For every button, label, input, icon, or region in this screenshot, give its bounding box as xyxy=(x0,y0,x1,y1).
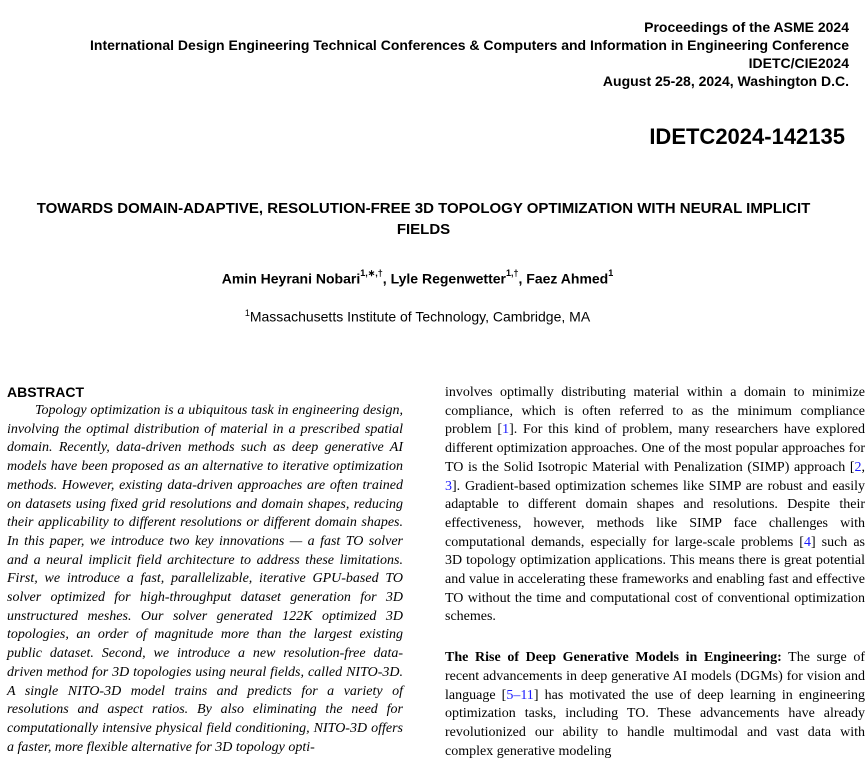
paper-id: IDETC2024-142135 xyxy=(649,124,845,149)
author-superscript: 1 xyxy=(608,268,614,278)
abstract-heading: ABSTRACT xyxy=(7,384,84,400)
proceedings-line: Proceedings of the ASME 2024 xyxy=(644,19,849,35)
paragraph-lead-heading: The Rise of Deep Generative Models in Engineering: xyxy=(445,650,782,666)
text-run: , xyxy=(861,459,865,475)
author-name: Amin Heyrani Nobari xyxy=(221,270,361,287)
right-column xyxy=(445,384,865,761)
author-separator: , xyxy=(382,270,391,287)
conference-date-location: August 25-28, 2024, Washington D.C. xyxy=(602,73,849,89)
author-superscript: 1,∗,† xyxy=(360,268,383,278)
text-run: The surge of recent advancements in deep generative AI models (DGMs) for vision and language [ xyxy=(445,650,865,703)
citation-link[interactable]: 5–11 xyxy=(506,687,534,703)
paper-title: TOWARDS DOMAIN-ADAPTIVE, RESOLUTION-FREE 3D TOPOLOGY OPTIMIZATION WITH NEURAL IMPLICIT FIELDS xyxy=(36,200,811,238)
affiliation-text: Massachusetts Institute of Technology, Cambridge, MA xyxy=(249,308,591,325)
citation-link[interactable]: 2 xyxy=(854,459,862,475)
text-run: ] such as 3D topology optimization applications. This means there is great potential and value in accelerating these frameworks and enabling fast and effective TO without the time and computational cost of conventional optimization schemes. xyxy=(445,534,865,625)
text-run: ]. Gradient-based optimization schemes like SIMP are robust and easily adaptable to different domain shapes and resolutions. Despite their effectiveness, however, methods like SIMP face challenges with computational demands, especially for large-scale problems [ xyxy=(445,478,865,550)
intro-paragraph xyxy=(445,384,865,627)
author-name: Lyle Regenwetter xyxy=(390,270,506,287)
citation-link[interactable]: 1 xyxy=(502,422,510,438)
proceedings-header xyxy=(90,18,849,90)
dgm-paragraph xyxy=(445,649,865,761)
text-run: involves optimally distributing material within a domain to minimize compliance, which is often referred to as the minimum compliance problem [ xyxy=(445,385,865,438)
author-name: Faez Ahmed xyxy=(526,270,609,287)
author-superscript: 1,† xyxy=(505,268,519,278)
author-separator: , xyxy=(518,270,527,287)
text-run: ] has motivated the use of deep learning in engineering optimization tasks, including TO. These advancements have already revolutionized our ability to handle multimodal and vast data with complex generative modeling xyxy=(445,687,865,759)
citation-link[interactable]: 4 xyxy=(803,534,811,550)
text-run: ]. For this kind of problem, many researchers have explored different optimization approaches. One of the most popular approaches for TO is the Solid Isotropic Material with Penalization (SIMP) approach [ xyxy=(445,422,865,475)
left-column xyxy=(7,384,403,757)
citation-link[interactable]: 3 xyxy=(445,478,452,494)
conference-line: International Design Engineering Technical Conferences & Computers and Information in Engineering Conference xyxy=(90,37,849,53)
author-list xyxy=(0,270,835,287)
affiliation xyxy=(0,308,835,325)
abstract-text: Topology optimization is a ubiquitous task in engineering design, involving the optimal distribution of material in a prescribed spatial domain. Recently, data-driven methods such as deep generative AI models have been proposed as an alternative to iterative optimization methods. However, existing data-driven approaches are often trained on datasets using fixed grid resolutions and domain shapes, reducing their applicability to different resolutions or different domain shapes. In this paper, we introduce two key innovations — a fast TO solver and a neural implicit field architecture to address these limitations. First, we introduce a fast, parallelizable, iterative GPU-based TO solver optimized for high-throughput dataset generation for 3D unstructured meshes. Our solver generated 122K optimized 3D topologies, an order of magnitude more than the largest existing public dataset. Second, we introduce a new resolution-free data-driven method for 3D topologies using neural fields, called NITO-3D. A single NITO-3D model trains and predicts for a variety of resolutions and aspect ratios. By also eliminating the need for computationally intensive physical field conditioning, NITO-3D offers a faster, more flexible alternative for 3D topology opti- xyxy=(7,403,403,755)
affiliation-superscript: 1 xyxy=(244,308,250,318)
conference-acronym: IDETC/CIE2024 xyxy=(748,55,849,71)
